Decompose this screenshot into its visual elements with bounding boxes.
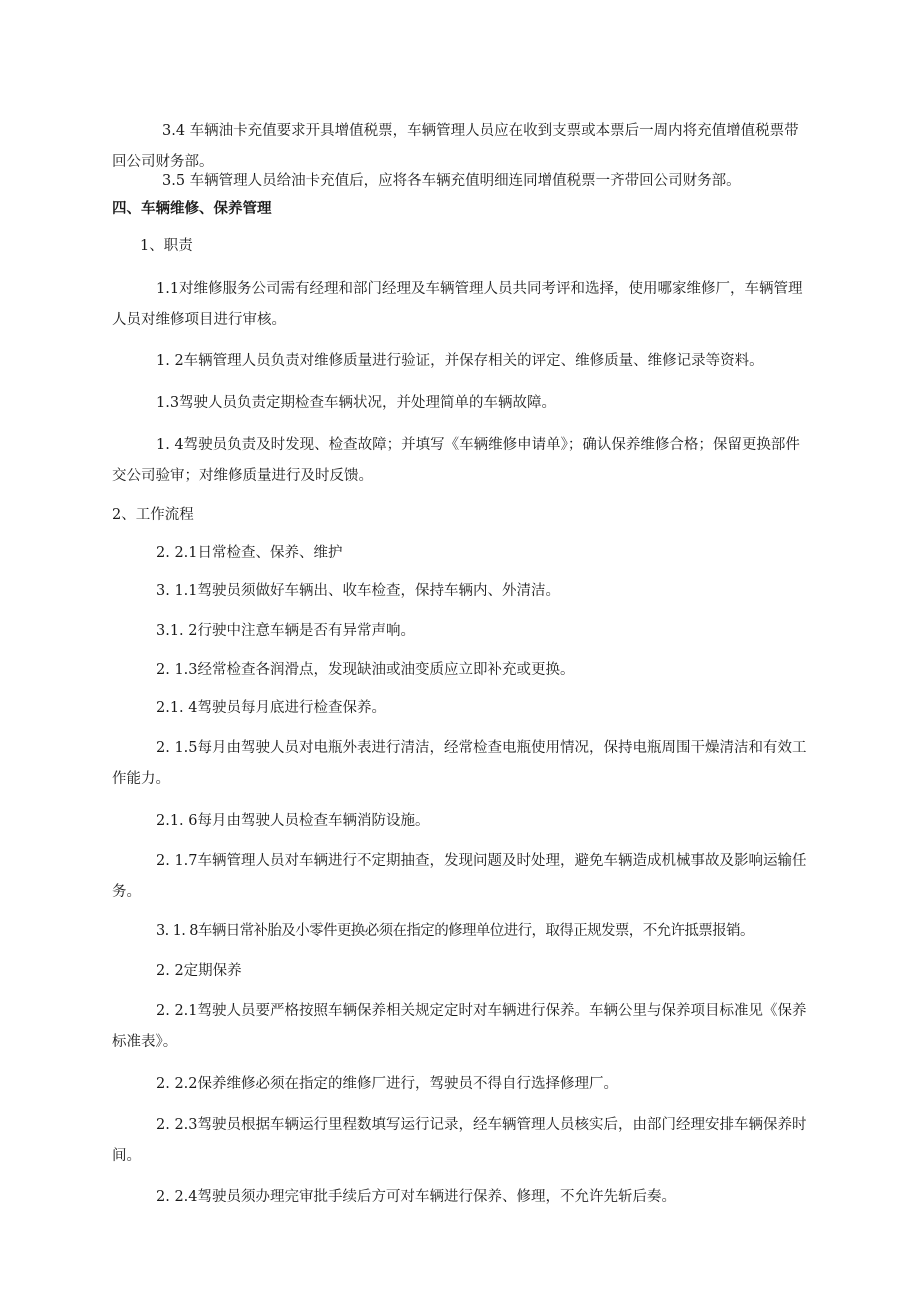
item-1-6: 2.1. 6每月由驾驶人员检查车辆消防设施。 [156, 813, 430, 829]
paragraph-1-4: 1. 4驾驶员负责及时发现、检查故障；并填写《车辆维修申请单》；确认保养维修合格；保留更换部件交公司验审；对维修质量进行及时反馈。 [112, 437, 800, 484]
section-heading-4: 四、车辆维修、保养管理 [112, 201, 272, 217]
item-2-2: 2. 2定期保养 [156, 963, 242, 979]
paragraph-1-1: 1.1对维修服务公司需有经理和部门经理及车辆管理人员共同考评和选择，使用哪家维修厂，车辆管理人员对维修项目进行审核。 [112, 281, 803, 328]
paragraph-1-2: 1. 2车辆管理人员负责对维修质量进行验证，并保存相关的评定、维修质量、维修记录等资料。 [156, 353, 764, 369]
paragraph-3-5: 3.5 车辆管理人员给油卡充值后，应将各车辆充值明细连同增值税票一齐带回公司财务部。 [162, 173, 741, 189]
item-2-2-3: 2. 2.3驾驶员根据车辆运行里程数填写运行记录，经车辆管理人员核实后，由部门经理安排车辆保养时间。 [112, 1117, 807, 1164]
item-1-4: 2.1. 4驾驶员每月底进行检查保养。 [156, 700, 387, 716]
subheading-workflow: 2、工作流程 [112, 507, 194, 523]
item-2-2-1: 2. 2.1驾驶人员要严格按照车辆保养相关规定定时对车辆进行保养。车辆公里与保养项目标准见《保养标准表》。 [112, 1003, 807, 1050]
paragraph-1-3: 1.3驾驶人员负责定期检查车辆状况，并处理简单的车辆故障。 [156, 395, 557, 411]
item-1-3: 2. 1.3经常检查各润滑点，发现缺油或油变质应立即补充或更换。 [156, 662, 575, 678]
item-1-1: 3. 1.1驾驶员须做好车辆出、收车检查，保持车辆内、外清洁。 [156, 583, 561, 599]
subheading-duties: 1、职责 [140, 238, 193, 254]
item-2-2-4: 2. 2.4驾驶员须办理完审批手续后方可对车辆进行保养、修理，不允许先斩后奏。 [156, 1189, 677, 1205]
paragraph-3-4: 3.4 车辆油卡充值要求开具增值税票，车辆管理人员应在收到支票或本票后一周内将充值增值税票带回公司财务部。 [112, 123, 799, 170]
item-1-8: 3. 1. 8车辆日常补胎及小零件更换必须在指定的修理单位进行，取得正规发票，不允许抵票报销。 [156, 923, 754, 939]
item-1-7: 2. 1.7车辆管理人员对车辆进行不定期抽查，发现问题及时处理，避免车辆造成机械事故及影响运输任务。 [112, 853, 807, 900]
item-2-1: 2. 2.1日常检查、保养、维护 [156, 545, 343, 561]
item-2-2-2: 2. 2.2保养维修必须在指定的维修厂进行，驾驶员不得自行选择修理厂。 [156, 1076, 619, 1092]
item-1-5: 2. 1.5每月由驾驶人员对电瓶外表进行清洁，经常检查电瓶使用情况，保持电瓶周围干燥清洁和有效工作能力。 [112, 740, 807, 787]
item-1-2: 3.1. 2行驶中注意车辆是否有异常声响。 [156, 623, 416, 639]
